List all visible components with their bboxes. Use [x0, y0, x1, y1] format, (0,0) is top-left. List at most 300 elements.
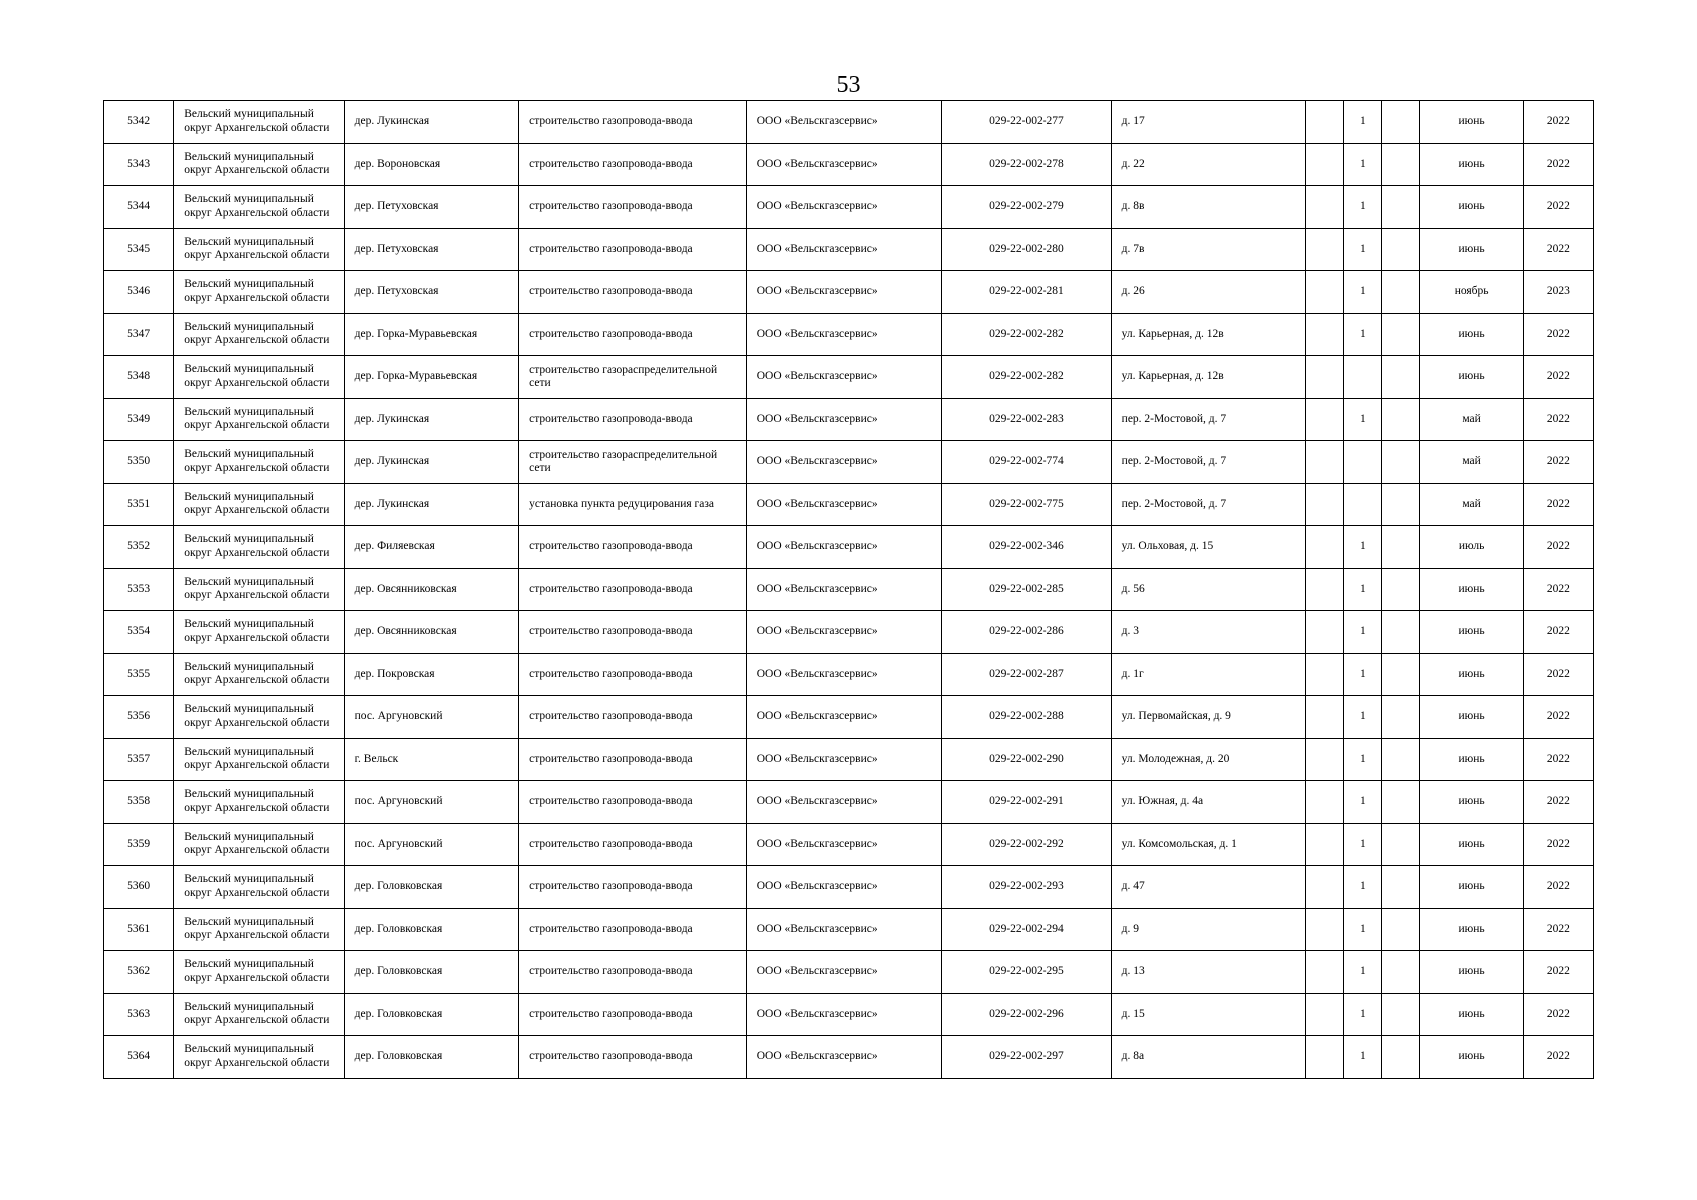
organization-cell: ООО «Вельскгазсервис» [746, 356, 942, 399]
locality-cell: дер. Филяевская [344, 526, 518, 569]
object-code-cell: 029-22-002-295 [942, 951, 1111, 994]
municipality-cell: Вельский муниципальный округ Архангельской области [174, 483, 344, 526]
blank-cell [1306, 1036, 1344, 1079]
organization-cell: ООО «Вельскгазсервис» [746, 228, 942, 271]
month-cell: июль [1420, 526, 1523, 569]
locality-cell: дер. Вороновская [344, 143, 518, 186]
object-code-cell: 029-22-002-286 [942, 611, 1111, 654]
locality-cell: дер. Головковская [344, 951, 518, 994]
locality-cell: дер. Овсянниковская [344, 568, 518, 611]
row-number-cell: 5360 [104, 866, 174, 909]
month-cell: май [1420, 398, 1523, 441]
year-cell: 2022 [1523, 186, 1593, 229]
object-code-cell: 029-22-002-292 [942, 823, 1111, 866]
quantity-cell: 1 [1344, 653, 1382, 696]
quantity-cell [1344, 483, 1382, 526]
table-row [104, 313, 1594, 356]
row-number-cell: 5348 [104, 356, 174, 399]
month-cell: июнь [1420, 186, 1523, 229]
quantity-cell: 1 [1344, 781, 1382, 824]
municipality-cell: Вельский муниципальный округ Архангельской области [174, 781, 344, 824]
blank-cell [1382, 228, 1420, 271]
quantity-cell [1344, 441, 1382, 484]
locality-cell: дер. Овсянниковская [344, 611, 518, 654]
table-row [104, 951, 1594, 994]
blank-cell [1306, 866, 1344, 909]
year-cell: 2022 [1523, 398, 1593, 441]
blank-cell [1382, 951, 1420, 994]
locality-cell: пос. Аргуновский [344, 781, 518, 824]
table-row [104, 781, 1594, 824]
address-cell: д. 7в [1111, 228, 1306, 271]
municipality-cell: Вельский муниципальный округ Архангельской области [174, 611, 344, 654]
organization-cell: ООО «Вельскгазсервис» [746, 611, 942, 654]
organization-cell: ООО «Вельскгазсервис» [746, 866, 942, 909]
work-type-cell: строительство газопровода-ввода [519, 653, 747, 696]
table-row [104, 993, 1594, 1036]
locality-cell: дер. Лукинская [344, 441, 518, 484]
organization-cell: ООО «Вельскгазсервис» [746, 696, 942, 739]
month-cell: май [1420, 441, 1523, 484]
address-cell: д. 8а [1111, 1036, 1306, 1079]
year-cell: 2022 [1523, 568, 1593, 611]
municipality-cell: Вельский муниципальный округ Архангельской области [174, 228, 344, 271]
address-cell: д. 26 [1111, 271, 1306, 314]
organization-cell: ООО «Вельскгазсервис» [746, 653, 942, 696]
municipality-cell: Вельский муниципальный округ Архангельской области [174, 441, 344, 484]
table-row [104, 143, 1594, 186]
object-code-cell: 029-22-002-774 [942, 441, 1111, 484]
address-cell: д. 47 [1111, 866, 1306, 909]
month-cell: июнь [1420, 356, 1523, 399]
locality-cell: дер. Горка-Муравьевская [344, 356, 518, 399]
object-code-cell: 029-22-002-285 [942, 568, 1111, 611]
blank-cell [1306, 186, 1344, 229]
blank-cell [1382, 908, 1420, 951]
organization-cell: ООО «Вельскгазсервис» [746, 186, 942, 229]
object-code-cell: 029-22-002-280 [942, 228, 1111, 271]
locality-cell: пос. Аргуновский [344, 696, 518, 739]
address-cell: ул. Комсомольская, д. 1 [1111, 823, 1306, 866]
blank-cell [1382, 611, 1420, 654]
blank-cell [1382, 781, 1420, 824]
blank-cell [1382, 483, 1420, 526]
year-cell: 2022 [1523, 781, 1593, 824]
locality-cell: пос. Аргуновский [344, 823, 518, 866]
row-number-cell: 5342 [104, 101, 174, 144]
quantity-cell: 1 [1344, 228, 1382, 271]
blank-cell [1382, 993, 1420, 1036]
locality-cell: г. Вельск [344, 738, 518, 781]
row-number-cell: 5362 [104, 951, 174, 994]
object-code-cell: 029-22-002-287 [942, 653, 1111, 696]
address-cell: д. 17 [1111, 101, 1306, 144]
table-row [104, 696, 1594, 739]
table-row [104, 653, 1594, 696]
work-type-cell: строительство газопровода-ввода [519, 781, 747, 824]
month-cell: июнь [1420, 781, 1523, 824]
blank-cell [1382, 1036, 1420, 1079]
work-type-cell: установка пункта редуцирования газа [519, 483, 747, 526]
organization-cell: ООО «Вельскгазсервис» [746, 823, 942, 866]
year-cell: 2022 [1523, 696, 1593, 739]
month-cell: ноябрь [1420, 271, 1523, 314]
blank-cell [1382, 823, 1420, 866]
year-cell: 2022 [1523, 483, 1593, 526]
year-cell: 2022 [1523, 143, 1593, 186]
object-code-cell: 029-22-002-281 [942, 271, 1111, 314]
quantity-cell: 1 [1344, 951, 1382, 994]
year-cell: 2022 [1523, 823, 1593, 866]
locality-cell: дер. Петуховская [344, 271, 518, 314]
table-row [104, 483, 1594, 526]
organization-cell: ООО «Вельскгазсервис» [746, 483, 942, 526]
table-row [104, 271, 1594, 314]
year-cell: 2022 [1523, 866, 1593, 909]
blank-cell [1306, 993, 1344, 1036]
row-number-cell: 5349 [104, 398, 174, 441]
table-row [104, 866, 1594, 909]
blank-cell [1306, 398, 1344, 441]
organization-cell: ООО «Вельскгазсервис» [746, 1036, 942, 1079]
organization-cell: ООО «Вельскгазсервис» [746, 313, 942, 356]
object-code-cell: 029-22-002-282 [942, 313, 1111, 356]
blank-cell [1306, 738, 1344, 781]
quantity-cell: 1 [1344, 696, 1382, 739]
organization-cell: ООО «Вельскгазсервис» [746, 568, 942, 611]
month-cell: июнь [1420, 993, 1523, 1036]
blank-cell [1382, 696, 1420, 739]
organization-cell: ООО «Вельскгазсервис» [746, 101, 942, 144]
organization-cell: ООО «Вельскгазсервис» [746, 143, 942, 186]
blank-cell [1306, 143, 1344, 186]
locality-cell: дер. Лукинская [344, 398, 518, 441]
work-type-cell: строительство газопровода-ввода [519, 143, 747, 186]
locality-cell: дер. Лукинская [344, 101, 518, 144]
municipality-cell: Вельский муниципальный округ Архангельской области [174, 398, 344, 441]
year-cell: 2023 [1523, 271, 1593, 314]
work-type-cell: строительство газопровода-ввода [519, 228, 747, 271]
row-number-cell: 5351 [104, 483, 174, 526]
month-cell: июнь [1420, 908, 1523, 951]
work-type-cell: строительство газопровода-ввода [519, 611, 747, 654]
blank-cell [1382, 526, 1420, 569]
table-row [104, 1036, 1594, 1079]
organization-cell: ООО «Вельскгазсервис» [746, 526, 942, 569]
year-cell: 2022 [1523, 951, 1593, 994]
month-cell: июнь [1420, 951, 1523, 994]
locality-cell: дер. Покровская [344, 653, 518, 696]
row-number-cell: 5350 [104, 441, 174, 484]
municipality-cell: Вельский муниципальный округ Архангельской области [174, 101, 344, 144]
object-code-cell: 029-22-002-297 [942, 1036, 1111, 1079]
blank-cell [1306, 781, 1344, 824]
month-cell: июнь [1420, 866, 1523, 909]
row-number-cell: 5343 [104, 143, 174, 186]
municipality-cell: Вельский муниципальный округ Архангельской области [174, 908, 344, 951]
address-cell: д. 13 [1111, 951, 1306, 994]
work-type-cell: строительство газопровода-ввода [519, 908, 747, 951]
quantity-cell: 1 [1344, 313, 1382, 356]
row-number-cell: 5363 [104, 993, 174, 1036]
month-cell: июнь [1420, 228, 1523, 271]
year-cell: 2022 [1523, 611, 1593, 654]
quantity-cell: 1 [1344, 568, 1382, 611]
municipality-cell: Вельский муниципальный округ Архангельской области [174, 866, 344, 909]
locality-cell: дер. Горка-Муравьевская [344, 313, 518, 356]
blank-cell [1382, 653, 1420, 696]
address-cell: д. 15 [1111, 993, 1306, 1036]
work-type-cell: строительство газопровода-ввода [519, 866, 747, 909]
table-row [104, 356, 1594, 399]
month-cell: июнь [1420, 738, 1523, 781]
blank-cell [1382, 101, 1420, 144]
row-number-cell: 5352 [104, 526, 174, 569]
blank-cell [1306, 653, 1344, 696]
address-cell: д. 22 [1111, 143, 1306, 186]
quantity-cell: 1 [1344, 993, 1382, 1036]
year-cell: 2022 [1523, 908, 1593, 951]
municipality-cell: Вельский муниципальный округ Архангельской области [174, 951, 344, 994]
blank-cell [1382, 866, 1420, 909]
table-row [104, 526, 1594, 569]
work-type-cell: строительство газопровода-ввода [519, 398, 747, 441]
object-code-cell: 029-22-002-290 [942, 738, 1111, 781]
work-type-cell: строительство газопровода-ввода [519, 186, 747, 229]
table-row [104, 738, 1594, 781]
blank-cell [1306, 271, 1344, 314]
work-type-cell: строительство газопровода-ввода [519, 696, 747, 739]
quantity-cell: 1 [1344, 526, 1382, 569]
table-row [104, 823, 1594, 866]
municipality-cell: Вельский муниципальный округ Архангельской области [174, 271, 344, 314]
blank-cell [1306, 228, 1344, 271]
municipality-cell: Вельский муниципальный округ Архангельской области [174, 653, 344, 696]
organization-cell: ООО «Вельскгазсервис» [746, 908, 942, 951]
object-code-cell: 029-22-002-279 [942, 186, 1111, 229]
blank-cell [1382, 271, 1420, 314]
row-number-cell: 5364 [104, 1036, 174, 1079]
month-cell: июнь [1420, 696, 1523, 739]
year-cell: 2022 [1523, 313, 1593, 356]
blank-cell [1306, 483, 1344, 526]
blank-cell [1306, 951, 1344, 994]
quantity-cell: 1 [1344, 908, 1382, 951]
address-cell: ул. Южная, д. 4а [1111, 781, 1306, 824]
address-cell: пер. 2-Мостовой, д. 7 [1111, 398, 1306, 441]
address-cell: ул. Первомайская, д. 9 [1111, 696, 1306, 739]
blank-cell [1306, 313, 1344, 356]
organization-cell: ООО «Вельскгазсервис» [746, 951, 942, 994]
work-type-cell: строительство газораспределительной сети [519, 356, 747, 399]
municipality-cell: Вельский муниципальный округ Архангельской области [174, 356, 344, 399]
organization-cell: ООО «Вельскгазсервис» [746, 781, 942, 824]
locality-cell: дер. Лукинская [344, 483, 518, 526]
row-number-cell: 5346 [104, 271, 174, 314]
quantity-cell: 1 [1344, 738, 1382, 781]
organization-cell: ООО «Вельскгазсервис» [746, 398, 942, 441]
locality-cell: дер. Петуховская [344, 228, 518, 271]
row-number-cell: 5345 [104, 228, 174, 271]
year-cell: 2022 [1523, 101, 1593, 144]
object-code-cell: 029-22-002-288 [942, 696, 1111, 739]
blank-cell [1382, 398, 1420, 441]
object-code-cell: 029-22-002-294 [942, 908, 1111, 951]
locality-cell: дер. Головковская [344, 908, 518, 951]
blank-cell [1306, 823, 1344, 866]
quantity-cell: 1 [1344, 143, 1382, 186]
quantity-cell: 1 [1344, 398, 1382, 441]
address-cell: д. 1г [1111, 653, 1306, 696]
page-number: 53 [836, 72, 861, 98]
row-number-cell: 5344 [104, 186, 174, 229]
work-type-cell: строительство газопровода-ввода [519, 101, 747, 144]
work-type-cell: строительство газораспределительной сети [519, 441, 747, 484]
row-number-cell: 5359 [104, 823, 174, 866]
year-cell: 2022 [1523, 228, 1593, 271]
row-number-cell: 5356 [104, 696, 174, 739]
blank-cell [1306, 908, 1344, 951]
address-cell: пер. 2-Мостовой, д. 7 [1111, 441, 1306, 484]
blank-cell [1306, 568, 1344, 611]
month-cell: июнь [1420, 143, 1523, 186]
organization-cell: ООО «Вельскгазсервис» [746, 441, 942, 484]
quantity-cell [1344, 356, 1382, 399]
month-cell: июнь [1420, 313, 1523, 356]
address-cell: д. 9 [1111, 908, 1306, 951]
object-code-cell: 029-22-002-278 [942, 143, 1111, 186]
year-cell: 2022 [1523, 653, 1593, 696]
address-cell: д. 8в [1111, 186, 1306, 229]
table-row [104, 568, 1594, 611]
row-number-cell: 5357 [104, 738, 174, 781]
locality-cell: дер. Головковская [344, 866, 518, 909]
month-cell: июнь [1420, 1036, 1523, 1079]
work-type-cell: строительство газопровода-ввода [519, 271, 747, 314]
address-cell: ул. Ольховая, д. 15 [1111, 526, 1306, 569]
locality-cell: дер. Петуховская [344, 186, 518, 229]
object-code-cell: 029-22-002-277 [942, 101, 1111, 144]
address-cell: д. 56 [1111, 568, 1306, 611]
table-row [104, 101, 1594, 144]
year-cell: 2022 [1523, 1036, 1593, 1079]
work-type-cell: строительство газопровода-ввода [519, 568, 747, 611]
month-cell: июнь [1420, 611, 1523, 654]
table-row [104, 908, 1594, 951]
object-code-cell: 029-22-002-282 [942, 356, 1111, 399]
quantity-cell: 1 [1344, 611, 1382, 654]
month-cell: июнь [1420, 653, 1523, 696]
blank-cell [1306, 611, 1344, 654]
work-type-cell: строительство газопровода-ввода [519, 823, 747, 866]
organization-cell: ООО «Вельскгазсервис» [746, 271, 942, 314]
address-cell: ул. Карьерная, д. 12в [1111, 313, 1306, 356]
municipality-cell: Вельский муниципальный округ Архангельской области [174, 1036, 344, 1079]
month-cell: июнь [1420, 568, 1523, 611]
year-cell: 2022 [1523, 526, 1593, 569]
month-cell: июнь [1420, 101, 1523, 144]
blank-cell [1306, 356, 1344, 399]
table-row [104, 441, 1594, 484]
organization-cell: ООО «Вельскгазсервис» [746, 993, 942, 1036]
blank-cell [1306, 441, 1344, 484]
municipality-cell: Вельский муниципальный округ Архангельской области [174, 738, 344, 781]
blank-cell [1306, 696, 1344, 739]
row-number-cell: 5361 [104, 908, 174, 951]
work-type-cell: строительство газопровода-ввода [519, 738, 747, 781]
quantity-cell: 1 [1344, 823, 1382, 866]
month-cell: июнь [1420, 823, 1523, 866]
work-type-cell: строительство газопровода-ввода [519, 1036, 747, 1079]
work-type-cell: строительство газопровода-ввода [519, 526, 747, 569]
row-number-cell: 5358 [104, 781, 174, 824]
address-cell: д. 3 [1111, 611, 1306, 654]
year-cell: 2022 [1523, 441, 1593, 484]
object-code-cell: 029-22-002-293 [942, 866, 1111, 909]
blank-cell [1382, 143, 1420, 186]
year-cell: 2022 [1523, 993, 1593, 1036]
municipality-cell: Вельский муниципальный округ Архангельской области [174, 993, 344, 1036]
blank-cell [1306, 101, 1344, 144]
municipality-cell: Вельский муниципальный округ Архангельской области [174, 823, 344, 866]
object-code-cell: 029-22-002-283 [942, 398, 1111, 441]
quantity-cell: 1 [1344, 1036, 1382, 1079]
object-code-cell: 029-22-002-775 [942, 483, 1111, 526]
row-number-cell: 5354 [104, 611, 174, 654]
object-code-cell: 029-22-002-291 [942, 781, 1111, 824]
municipality-cell: Вельский муниципальный округ Архангельской области [174, 696, 344, 739]
locality-cell: дер. Головковская [344, 1036, 518, 1079]
blank-cell [1382, 738, 1420, 781]
work-type-cell: строительство газопровода-ввода [519, 313, 747, 356]
object-code-cell: 029-22-002-346 [942, 526, 1111, 569]
address-cell: пер. 2-Мостовой, д. 7 [1111, 483, 1306, 526]
municipality-cell: Вельский муниципальный округ Архангельской области [174, 186, 344, 229]
municipality-cell: Вельский муниципальный округ Архангельской области [174, 568, 344, 611]
table-row [104, 186, 1594, 229]
blank-cell [1382, 568, 1420, 611]
month-cell: май [1420, 483, 1523, 526]
table-row [104, 611, 1594, 654]
row-number-cell: 5347 [104, 313, 174, 356]
municipality-cell: Вельский муниципальный округ Архангельской области [174, 143, 344, 186]
object-code-cell: 029-22-002-296 [942, 993, 1111, 1036]
work-type-cell: строительство газопровода-ввода [519, 951, 747, 994]
blank-cell [1382, 441, 1420, 484]
year-cell: 2022 [1523, 356, 1593, 399]
quantity-cell: 1 [1344, 271, 1382, 314]
address-cell: ул. Молодежная, д. 20 [1111, 738, 1306, 781]
address-cell: ул. Карьерная, д. 12в [1111, 356, 1306, 399]
municipality-cell: Вельский муниципальный округ Архангельской области [174, 313, 344, 356]
quantity-cell: 1 [1344, 866, 1382, 909]
registry-table [103, 100, 1594, 1079]
blank-cell [1382, 186, 1420, 229]
year-cell: 2022 [1523, 738, 1593, 781]
organization-cell: ООО «Вельскгазсервис» [746, 738, 942, 781]
quantity-cell: 1 [1344, 186, 1382, 229]
blank-cell [1382, 313, 1420, 356]
municipality-cell: Вельский муниципальный округ Архангельской области [174, 526, 344, 569]
table-row [104, 228, 1594, 271]
quantity-cell: 1 [1344, 101, 1382, 144]
blank-cell [1306, 526, 1344, 569]
table-row [104, 398, 1594, 441]
locality-cell: дер. Головковская [344, 993, 518, 1036]
row-number-cell: 5355 [104, 653, 174, 696]
blank-cell [1382, 356, 1420, 399]
work-type-cell: строительство газопровода-ввода [519, 993, 747, 1036]
